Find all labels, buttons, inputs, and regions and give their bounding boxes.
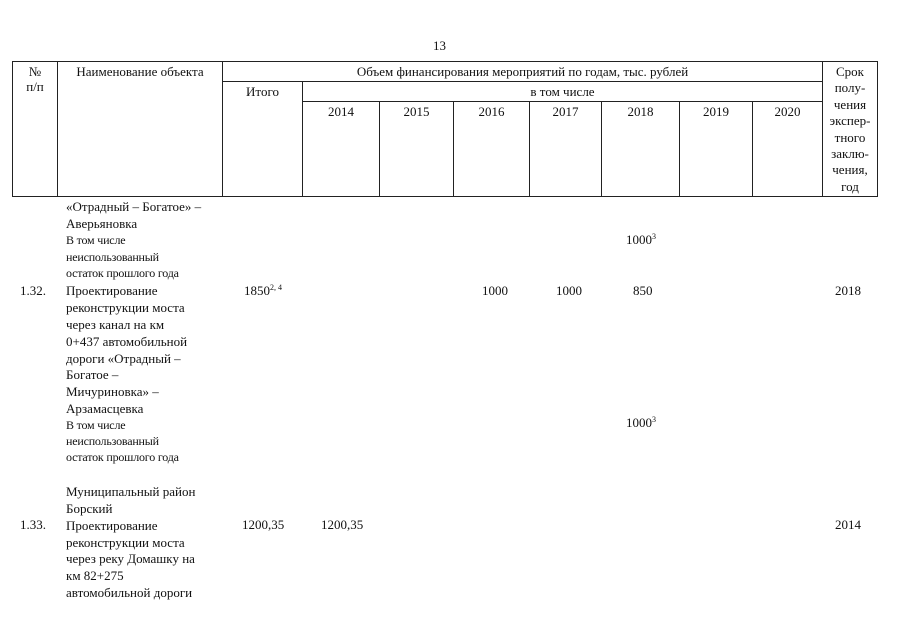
header-year: 2019	[703, 104, 729, 119]
table-header	[12, 61, 878, 197]
header-year: 2020	[774, 104, 801, 119]
row-number: 1.33.	[20, 517, 46, 532]
row-name-line: км 82+275	[66, 568, 124, 583]
row-name-line: Аверьяновка	[66, 216, 138, 231]
page-number: 13	[433, 38, 446, 53]
header-num: № п/п	[26, 64, 44, 94]
row-year-2014: 1200,35	[321, 517, 364, 532]
row-name-line: Проектирование	[66, 518, 158, 533]
row-name-line: Муниципальный район	[66, 484, 196, 499]
row-name-line: Богатое –	[66, 367, 119, 382]
row-year-2018-prev	[626, 232, 656, 247]
header-line-volume	[222, 81, 822, 82]
row-name-line: В том числе	[66, 233, 126, 247]
header-year: 2017	[552, 104, 579, 119]
header-deadline: Срок полу- чения экспер- тного заклю- чения, год	[829, 64, 871, 194]
row-year-2018-prev-value: 1000	[626, 415, 652, 430]
row-name-line: через реку Домашку на	[66, 551, 195, 566]
header-line-including	[302, 101, 822, 102]
row-deadline: 2014	[835, 517, 861, 532]
row-name-line: 0+437 автомобильной	[66, 334, 188, 349]
row-total	[244, 283, 282, 298]
row-name-line: остаток прошлого года	[66, 450, 179, 464]
row-year-2018-prev-footnote: 3	[652, 415, 656, 424]
row-year-2018-prev-value: 1000	[626, 232, 652, 247]
header-vline	[877, 61, 878, 197]
row-name-line: Мичуриновка» –	[66, 384, 159, 399]
row-name-line: «Отрадный – Богатое» –	[66, 199, 202, 214]
row-name-line: неиспользованный	[66, 250, 159, 264]
header-bottom-border	[12, 196, 878, 197]
row-name-line: Борский	[66, 501, 113, 516]
header-top-border	[12, 61, 878, 62]
header-year: 2018	[627, 104, 654, 119]
row-deadline: 2018	[835, 283, 861, 298]
header-year: 2016	[478, 104, 505, 119]
header-including: в том числе	[530, 84, 595, 99]
row-number: 1.32.	[20, 283, 46, 298]
row-year-2017: 1000	[556, 283, 582, 298]
header-total: Итого	[246, 84, 279, 99]
row-name-line: В том числе	[66, 418, 126, 432]
header-year: 2014	[328, 104, 354, 119]
row-year-2018: 850	[633, 283, 653, 298]
row-total-footnote: 2, 4	[270, 283, 282, 292]
header-year: 2015	[403, 104, 430, 119]
header-vline	[222, 61, 223, 197]
row-name-line: остаток прошлого года	[66, 266, 179, 280]
row-year-2016: 1000	[482, 283, 508, 298]
row-name-line: неиспользованный	[66, 434, 159, 448]
row-name-line: дороги «Отрадный –	[66, 351, 181, 366]
row-total: 1200,35	[242, 517, 285, 532]
row-year-2018-prev	[626, 415, 656, 430]
header-vline	[57, 61, 58, 197]
row-name-line: реконструкции моста	[66, 300, 185, 315]
header-name: Наименование объекта	[76, 64, 204, 79]
header-volume: Объем финансирования мероприятий по годам, тыс. рублей	[356, 64, 689, 79]
row-name-line: автомобильной дороги	[66, 585, 193, 600]
row-name-line: Проектирование	[66, 283, 158, 298]
row-total-value: 1850	[244, 283, 270, 298]
row-year-2018-prev-footnote: 3	[652, 232, 656, 241]
row-name-line: реконструкции моста	[66, 535, 185, 550]
row-name-line: Арзамасцевка	[66, 401, 144, 416]
row-name-line: через канал на км	[66, 317, 165, 332]
